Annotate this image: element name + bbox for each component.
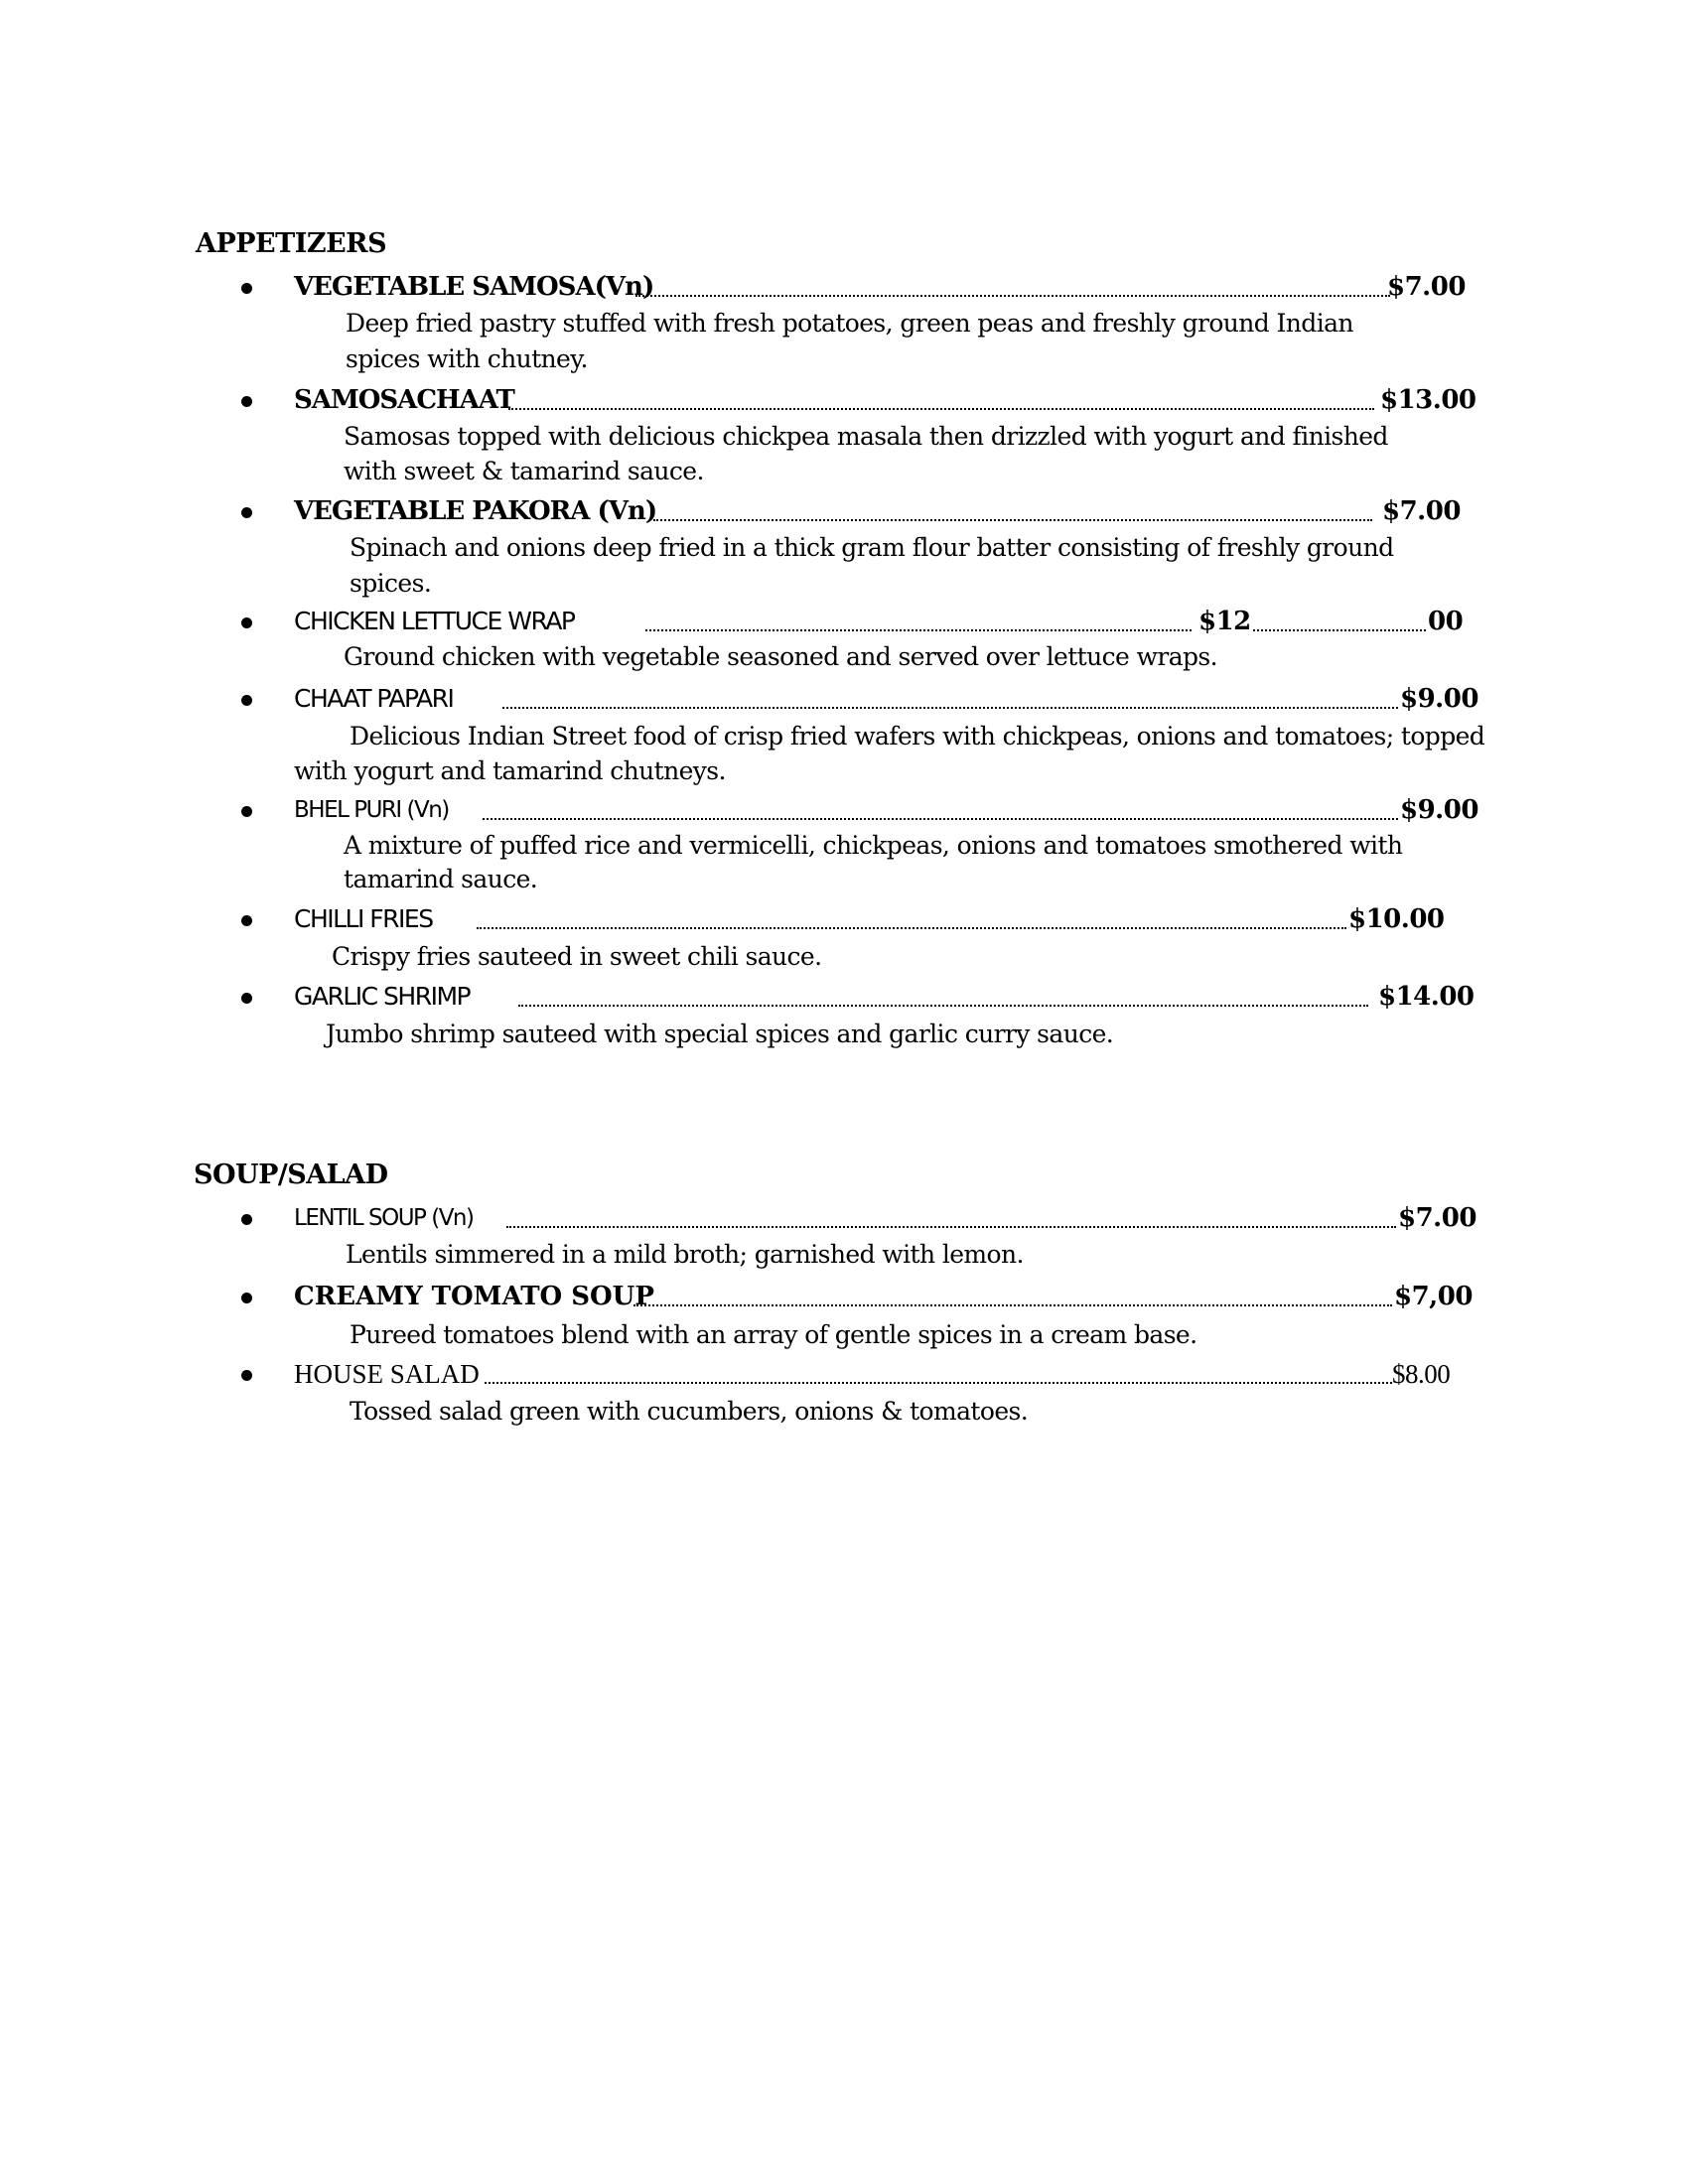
item-description: Pureed tomatoes blend with an array of gentle spices in a cream base. bbox=[350, 1320, 1197, 1349]
dot-leader bbox=[485, 1382, 1392, 1384]
item-price: $14.00 bbox=[1378, 982, 1475, 1012]
item-description: A mixture of puffed rice and vermicelli, chickpeas, onions and tomatoes smothered with bbox=[344, 831, 1403, 860]
item-name: CHILLI FRIES bbox=[294, 901, 436, 937]
bullet-icon bbox=[241, 283, 252, 294]
item-price: $7.00 bbox=[1382, 496, 1461, 526]
item-description: Ground chicken with vegetable seasoned and served over lettuce wraps. bbox=[344, 642, 1217, 671]
bullet-icon bbox=[241, 507, 252, 518]
bullet-icon bbox=[241, 915, 252, 926]
item-price: $10.00 bbox=[1348, 904, 1445, 934]
item-name: HOUSE SALAD bbox=[294, 1356, 483, 1392]
dot-leader bbox=[633, 1304, 1392, 1306]
item-description: spices. bbox=[350, 569, 432, 598]
item-description: Deep fried pastry stuffed with fresh potatoes, green peas and freshly ground Indian bbox=[346, 309, 1353, 338]
item-price: $7.00 bbox=[1398, 1203, 1477, 1233]
bullet-icon bbox=[241, 617, 252, 628]
item-price: $12 bbox=[1198, 607, 1251, 636]
item-description: Spinach and onions deep fried in a thick gram flour batter consisting of freshly ground bbox=[350, 533, 1394, 562]
item-name: CHICKEN LETTUCE WRAP bbox=[294, 604, 578, 639]
item-price: $7,00 bbox=[1394, 1282, 1473, 1311]
bullet-icon bbox=[241, 695, 252, 706]
item-description: Lentils simmered in a mild broth; garnished with lemon. bbox=[346, 1240, 1024, 1269]
item-description: tamarind sauce. bbox=[344, 865, 538, 893]
bullet-icon bbox=[241, 1370, 252, 1381]
item-name: GARLIC SHRIMP bbox=[294, 979, 473, 1015]
bullet-icon bbox=[241, 993, 252, 1004]
dot-leader bbox=[506, 1226, 1396, 1228]
item-price: $8.00 bbox=[1392, 1359, 1451, 1389]
dot-leader bbox=[518, 1005, 1368, 1007]
bullet-icon bbox=[241, 1214, 252, 1225]
dot-leader bbox=[1253, 629, 1426, 631]
section-title-appetizers: APPETIZERS bbox=[196, 228, 387, 259]
section-title-soup-salad: SOUP/SALAD bbox=[194, 1160, 388, 1190]
item-name: BHEL PURI (Vn) bbox=[294, 792, 452, 828]
item-description: with yogurt and tamarind chutneys. bbox=[294, 756, 726, 785]
bullet-icon bbox=[241, 1293, 252, 1303]
item-name: CREAMY TOMATO SOUP bbox=[294, 1279, 657, 1314]
item-description: Delicious Indian Street food of crisp fried wafers with chickpeas, onions and tomatoes; topped bbox=[350, 722, 1485, 751]
item-description: with sweet & tamarind sauce. bbox=[344, 457, 704, 485]
item-description: Jumbo shrimp sauteed with special spices and garlic curry sauce. bbox=[326, 1020, 1114, 1048]
item-name: VEGETABLE PAKORA (Vn) bbox=[294, 493, 659, 529]
item-price: $9.00 bbox=[1400, 795, 1478, 825]
dot-leader bbox=[653, 519, 1372, 521]
dot-leader bbox=[635, 295, 1390, 297]
item-price: $13.00 bbox=[1380, 385, 1477, 415]
bullet-icon bbox=[241, 396, 252, 407]
item-name: CHAAT PAPARI bbox=[294, 681, 456, 717]
dot-leader bbox=[508, 408, 1374, 410]
item-name: SAMOSACHAAT bbox=[294, 382, 517, 418]
dot-leader bbox=[483, 818, 1398, 820]
bullet-icon bbox=[241, 806, 252, 817]
item-price-tail: 00 bbox=[1428, 607, 1464, 636]
item-description: spices with chutney. bbox=[346, 344, 588, 373]
item-name: VEGETABLE SAMOSA(Vn) bbox=[294, 269, 656, 305]
item-price: $9.00 bbox=[1400, 684, 1478, 714]
dot-leader bbox=[645, 629, 1192, 631]
dot-leader bbox=[477, 927, 1346, 929]
item-price: $7.00 bbox=[1387, 272, 1466, 302]
item-name: LENTIL SOUP (Vn) bbox=[294, 1200, 476, 1236]
item-description: Crispy fries sauteed in sweet chili sauce. bbox=[332, 942, 822, 971]
item-description: Samosas topped with delicious chickpea masala then drizzled with yogurt and finished bbox=[344, 422, 1388, 451]
dot-leader bbox=[502, 707, 1398, 709]
item-description: Tossed salad green with cucumbers, onions & tomatoes. bbox=[350, 1397, 1029, 1426]
